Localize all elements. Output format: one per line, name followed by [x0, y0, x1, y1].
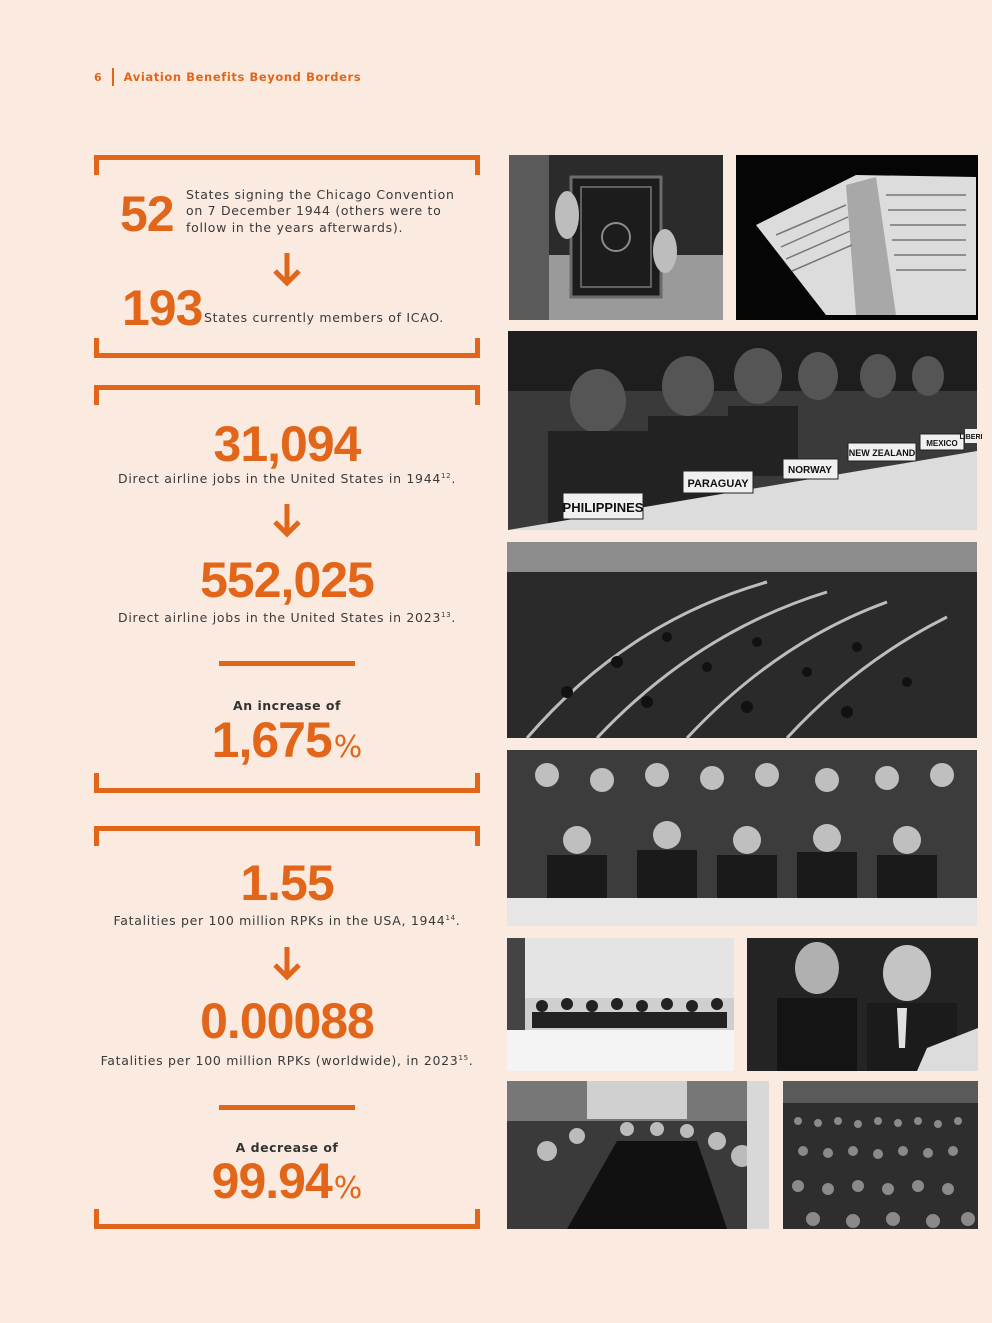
page-number: 6: [94, 70, 102, 84]
bracket-bottom: [94, 773, 480, 793]
photo-large-audience: [783, 1081, 978, 1229]
down-arrow-icon: [272, 251, 302, 287]
photo-assembly-hall: [507, 542, 977, 738]
nameplate-mexico: MEXICO: [926, 439, 958, 448]
footnote-13: 13: [441, 610, 452, 619]
fatalities-2023-number: 0.00088: [200, 993, 374, 1049]
fatality-rate-box: [94, 826, 480, 1229]
signing-states-number: 52: [120, 186, 174, 242]
divider-bar: [219, 661, 355, 666]
percent-sign: %: [333, 1171, 363, 1206]
footnote-15: 15: [458, 1053, 469, 1062]
bracket-top: [94, 385, 480, 405]
signing-states-caption: States signing the Chicago Convention on 7 December 1944 (others were to follow in the years afterwards).: [186, 187, 455, 235]
page-header: [94, 67, 361, 87]
member-states-caption: States currently members of ICAO.: [204, 310, 444, 325]
nameplate-norway: NORWAY: [788, 465, 832, 476]
jobs-1944-number: 31,094: [213, 416, 361, 472]
header-divider: [112, 68, 114, 86]
bracket-bottom: [94, 1209, 480, 1229]
down-arrow-icon: [272, 502, 302, 538]
decrease-label: A decrease of: [235, 1140, 339, 1155]
member-states-box: [94, 155, 480, 358]
bracket-bottom: [94, 338, 480, 358]
fatalities-2023-caption-text: Fatalities per 100 million RPKs (worldwide), in 2023: [100, 1053, 459, 1068]
footnote-14: 14: [445, 913, 456, 922]
airline-jobs-box: [94, 385, 480, 793]
bracket-top: [94, 826, 480, 846]
jobs-2023-caption-text: Direct airline jobs in the United States in 2023: [118, 610, 441, 625]
divider-bar: [219, 1105, 355, 1110]
down-arrow-icon: [272, 945, 302, 981]
footnote-12: 12: [441, 471, 452, 480]
photo-two-delegates: [747, 938, 978, 1071]
photo-signing-delegates: [507, 750, 977, 926]
nameplate-liberia: LIBERI: [959, 434, 983, 441]
increase-value: [94, 712, 480, 768]
nameplate-philippines: PHILIPPINES: [562, 500, 644, 515]
photo-convention-document: [736, 155, 978, 320]
jobs-2023-number: 552,025: [200, 552, 374, 608]
fatalities-2023-caption: Fatalities per 100 million RPKs (worldwide), in 2023$^{15}$.: [100, 1053, 474, 1068]
jobs-1944-caption-text: Direct airline jobs in the United States in 1944: [118, 471, 441, 486]
photo-committee-table: [507, 938, 734, 1071]
fatalities-1944-caption-text: Fatalities per 100 million RPKs in the USA, 1944: [113, 913, 446, 928]
nameplate-new-zealand: NEW ZEALAND: [848, 448, 916, 458]
fatalities-1944-caption: Fatalities per 100 million RPKs in the USA, 1944$^{14}$.: [113, 913, 461, 928]
increase-label: An increase of: [233, 698, 341, 713]
photo-meeting-room: [507, 1081, 769, 1229]
decrease-number: 99.94: [211, 1153, 332, 1209]
jobs-1944-caption: Direct airline jobs in the United States in 1944$^{12}$.: [118, 471, 456, 486]
bracket-top: [94, 155, 480, 175]
photo-delegates-nameplates: [508, 331, 983, 530]
decrease-value: [94, 1153, 480, 1209]
fatalities-1944-number: 1.55: [240, 855, 334, 911]
member-states-number: 193: [122, 280, 203, 336]
increase-number: 1,675: [211, 712, 332, 768]
document-title: Aviation Benefits Beyond Borders: [123, 70, 362, 84]
nameplate-paraguay: PARAGUAY: [687, 478, 749, 490]
percent-sign: %: [333, 730, 363, 765]
jobs-2023-caption: Direct airline jobs in the United States in 2023$^{13}$.: [118, 610, 456, 625]
photo-convention-book: [509, 155, 723, 320]
